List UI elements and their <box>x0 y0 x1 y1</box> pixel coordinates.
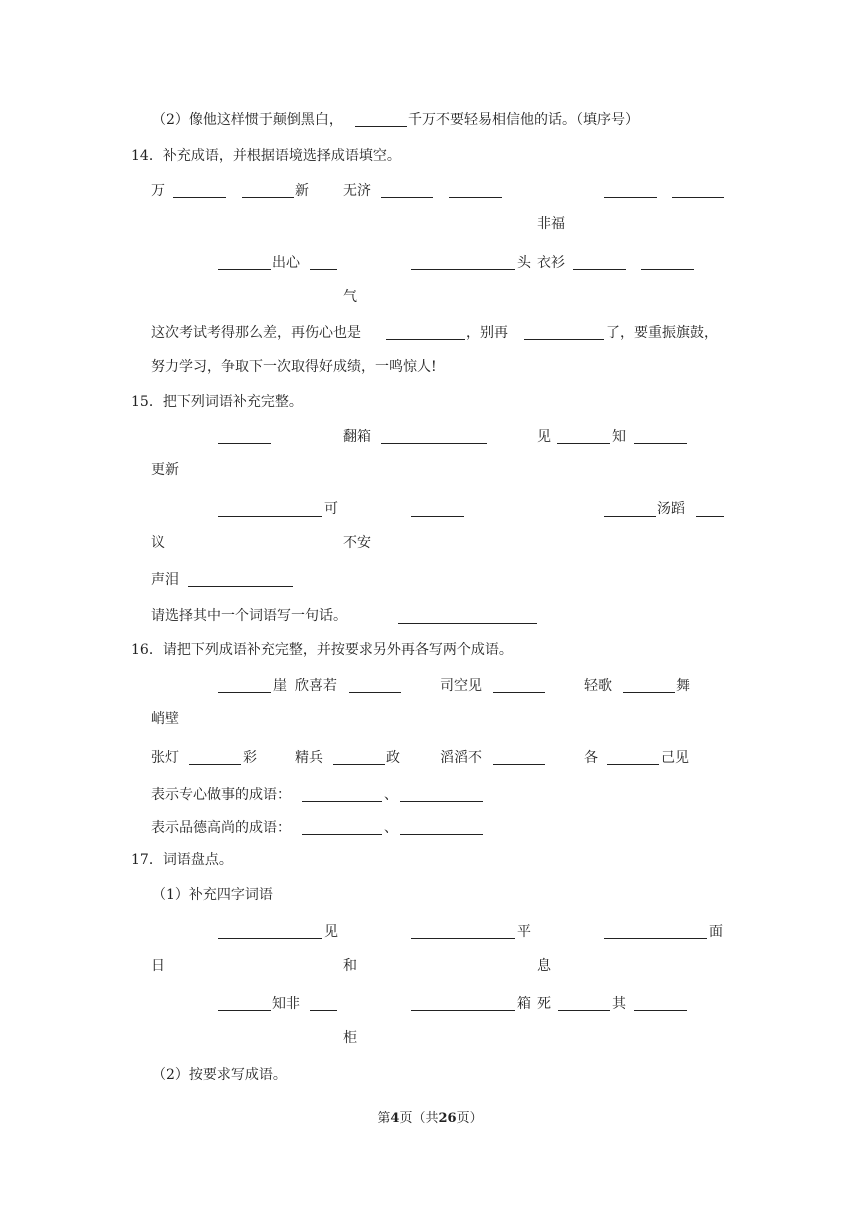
blank[interactable] <box>355 126 407 127</box>
idiom-char: 日 <box>151 958 165 974</box>
blank[interactable] <box>173 197 226 198</box>
q13-part2-suffix: 千万不要轻易相信他的话。（填序号） <box>408 112 639 128</box>
idiom-char: 舞 <box>676 678 690 694</box>
idiom-char: 知非 <box>272 996 300 1012</box>
idiom-char: 死 <box>537 996 551 1012</box>
question-16-title: 16．请把下列成语补充完整，并按要求另外再各写两个成语。 <box>131 642 513 658</box>
idiom-char: 平 <box>517 924 531 940</box>
blank[interactable] <box>449 197 502 198</box>
idiom-char: 头 <box>517 255 531 271</box>
blank[interactable] <box>188 586 293 587</box>
blank[interactable] <box>604 938 707 939</box>
idiom-char: 议 <box>151 535 165 551</box>
blank[interactable] <box>386 339 465 340</box>
idiom-char: 各 <box>584 750 598 766</box>
idiom-char: 衣衫 <box>537 255 565 271</box>
blank[interactable] <box>557 443 610 444</box>
question-17-title: 17．词语盘点。 <box>131 852 233 868</box>
idiom-char: 峭壁 <box>151 711 179 727</box>
idiom-char: 见 <box>537 429 551 445</box>
idiom-char: 欣喜若 <box>295 678 337 694</box>
idiom-char: 不安 <box>343 535 371 551</box>
idiom-char: 其 <box>612 996 626 1012</box>
blank[interactable] <box>381 443 487 444</box>
blank[interactable] <box>333 764 385 765</box>
idiom-char: 滔滔不 <box>440 750 482 766</box>
blank[interactable] <box>302 801 382 802</box>
idiom-char: 知 <box>612 429 626 445</box>
blank[interactable] <box>634 1010 687 1011</box>
sentence-text: 努力学习，争取下一次取得好成绩，一鸣惊人! <box>151 359 437 375</box>
blank[interactable] <box>349 692 401 693</box>
blank[interactable] <box>641 269 694 270</box>
question-14-title: 14．补充成语，并根据语境选择成语填空。 <box>131 148 401 164</box>
page-footer <box>0 1110 860 1128</box>
idiom-char: 新 <box>295 183 309 199</box>
idiom-char: 万 <box>151 183 165 199</box>
blank[interactable] <box>634 443 687 444</box>
idiom-char: 轻歌 <box>584 678 612 694</box>
idiom-char: 息 <box>537 958 551 974</box>
blank[interactable] <box>189 764 241 765</box>
idiom-char: 可 <box>324 501 338 517</box>
blank[interactable] <box>218 516 322 517</box>
sentence-text: ，别再 <box>466 325 508 341</box>
blank[interactable] <box>604 197 657 198</box>
blank[interactable] <box>411 269 515 270</box>
footer-mid: 页（共 <box>399 1111 439 1126</box>
idiom-char: 无济 <box>343 183 371 199</box>
total-page-count: 26 <box>438 1111 457 1126</box>
blank[interactable] <box>310 1010 337 1011</box>
blank[interactable] <box>411 1010 515 1011</box>
blank[interactable] <box>524 339 604 340</box>
blank[interactable] <box>218 269 271 270</box>
idiom-char: 见 <box>324 924 338 940</box>
blank[interactable] <box>310 269 337 270</box>
idiom-char: 箱 <box>517 996 531 1012</box>
blank[interactable] <box>381 197 433 198</box>
sentence-text: 这次考试考得那么差，再伤心也是 <box>151 325 361 341</box>
sentence-text: 了，要重振旗鼓， <box>606 325 718 341</box>
blank[interactable] <box>573 269 626 270</box>
current-page-number: 4 <box>390 1111 400 1126</box>
idiom-char: 柜 <box>343 1030 357 1046</box>
idiom-char: 崖 <box>273 678 287 694</box>
blank[interactable] <box>696 516 724 517</box>
idiom-char: 张灯 <box>151 750 179 766</box>
idiom-char: 精兵 <box>295 750 323 766</box>
idiom-char: 彩 <box>243 750 257 766</box>
idiom-char: 司空见 <box>440 678 482 694</box>
blank[interactable] <box>242 197 294 198</box>
blank[interactable] <box>218 443 271 444</box>
blank[interactable] <box>607 764 659 765</box>
part-2-label: （2）按要求写成语。 <box>152 1067 287 1083</box>
sentence-blank[interactable] <box>398 623 537 624</box>
idiom-char: 声泪 <box>151 572 179 588</box>
idiom-char: 非福 <box>537 216 565 232</box>
question-15-title: 15．把下列词语补充完整。 <box>131 394 303 410</box>
idiom-char: 汤蹈 <box>657 501 685 517</box>
q13-part2-prefix: （2）像他这样惯于颠倒黑白， <box>152 112 343 128</box>
separator: 、 <box>384 820 398 836</box>
footer-pre: 第 <box>377 1111 391 1126</box>
blank[interactable] <box>604 516 656 517</box>
idiom-char: 政 <box>386 750 400 766</box>
idiom-char: 更新 <box>151 462 179 478</box>
blank[interactable] <box>411 516 464 517</box>
blank[interactable] <box>218 1010 271 1011</box>
idiom-category-label: 表示专心做事的成语： <box>151 787 291 803</box>
sentence-prompt: 请选择其中一个词语写一句话。 <box>151 608 347 624</box>
blank[interactable] <box>302 834 382 835</box>
idiom-char: 翻箱 <box>343 429 371 445</box>
idiom-char: 气 <box>343 289 357 305</box>
blank[interactable] <box>218 938 322 939</box>
idiom-char: 出心 <box>272 255 300 271</box>
blank[interactable] <box>493 692 545 693</box>
idiom-category-label: 表示品德高尚的成语： <box>151 820 291 836</box>
blank[interactable] <box>400 834 483 835</box>
blank[interactable] <box>672 197 724 198</box>
blank[interactable] <box>400 801 483 802</box>
blank[interactable] <box>411 938 515 939</box>
footer-post: 页） <box>456 1111 483 1126</box>
idiom-char: 和 <box>343 958 357 974</box>
blank[interactable] <box>558 1010 610 1011</box>
blank[interactable] <box>623 692 675 693</box>
part-1-label: （1）补充四字词语 <box>152 887 273 903</box>
blank[interactable] <box>218 692 271 693</box>
idiom-char: 面 <box>709 924 723 940</box>
blank[interactable] <box>493 764 545 765</box>
separator: 、 <box>384 787 398 803</box>
idiom-char: 己见 <box>661 750 689 766</box>
